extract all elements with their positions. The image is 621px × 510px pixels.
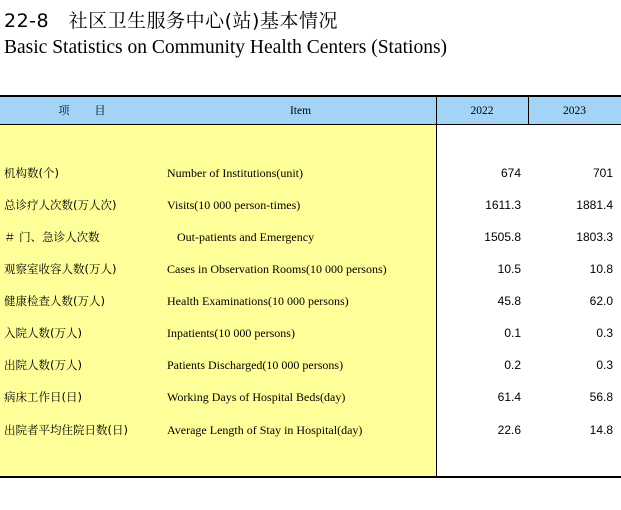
row-label-en: Average Length of Stay in Hospital(day) — [167, 423, 363, 437]
value-2022: 0.1 — [504, 326, 521, 340]
value-2023: 10.8 — [589, 262, 613, 276]
value-2023: 56.8 — [589, 390, 613, 404]
row-label-cn: 健康检查人数(万人) — [4, 294, 105, 308]
row-label-en: Inpatients(10 000 persons) — [167, 326, 295, 340]
value-2023: 701 — [592, 166, 613, 180]
value-2022: 45.8 — [497, 294, 521, 308]
value-2023: 0.3 — [596, 358, 613, 372]
value-2023: 1803.3 — [576, 230, 613, 244]
table-row — [0, 226, 621, 248]
table-row — [0, 322, 621, 344]
row-label-en: Visits(10 000 person-times) — [167, 198, 301, 212]
header-item-en: Item — [289, 105, 312, 117]
value-2022: 1611.3 — [485, 198, 521, 212]
row-label-cn: 病床工作日(日) — [4, 390, 82, 404]
value-2022: 1505.8 — [484, 230, 521, 244]
table-row — [0, 354, 621, 376]
row-label-cn: 出院者平均住院日数(日) — [4, 423, 128, 437]
header-item-cn: 项 目 — [58, 104, 107, 117]
value-2023: 0.3 — [596, 326, 613, 340]
value-2022: 0.2 — [504, 358, 521, 372]
value-2022: 61.4 — [497, 390, 521, 404]
row-label-cn: 观察室收容人数(万人) — [4, 262, 117, 276]
row-label-cn: 出院人数(万人) — [4, 358, 82, 372]
row-label-cn: 入院人数(万人) — [4, 326, 82, 340]
row-label-en: Patients Discharged(10 000 persons) — [167, 358, 344, 372]
table-row — [0, 386, 621, 408]
header-year-2022: 2022 — [470, 105, 494, 117]
row-label-en: Number of Institutions(unit) — [167, 166, 303, 180]
table-row — [0, 194, 621, 216]
table-bottom-rule — [0, 476, 621, 478]
row-label-cn: 机构数(个) — [4, 166, 59, 180]
header-year-2023: 2023 — [563, 105, 586, 117]
row-label-cn: ＃ 门、急诊人次数 — [4, 230, 100, 244]
header-column-divider — [528, 95, 529, 125]
value-2022: 10.5 — [497, 262, 521, 276]
table-row — [0, 162, 621, 184]
value-2022: 674 — [500, 166, 521, 180]
table-row — [0, 419, 621, 441]
row-label-en: Out-patients and Emergency — [177, 230, 315, 244]
table-row — [0, 290, 621, 312]
page-title-en: Basic Statistics on Community Health Centers (Stations) — [4, 37, 448, 58]
page-title-cn: 22-8 社区卫生服务中心(站)基本情况 — [4, 10, 338, 32]
row-label-en: Cases in Observation Rooms(10 000 persons) — [167, 262, 387, 276]
value-2023: 1881.4 — [576, 198, 613, 212]
value-2023: 62.0 — [589, 294, 613, 308]
value-2022: 22.6 — [497, 423, 521, 437]
value-2023: 14.8 — [589, 423, 613, 437]
statistics-table — [0, 95, 621, 478]
table-row — [0, 258, 621, 280]
row-label-en: Working Days of Hospital Beds(day) — [167, 390, 346, 404]
row-label-en: Health Examinations(10 000 persons) — [167, 294, 349, 308]
row-label-cn: 总诊疗人次数(万人次) — [4, 198, 117, 212]
